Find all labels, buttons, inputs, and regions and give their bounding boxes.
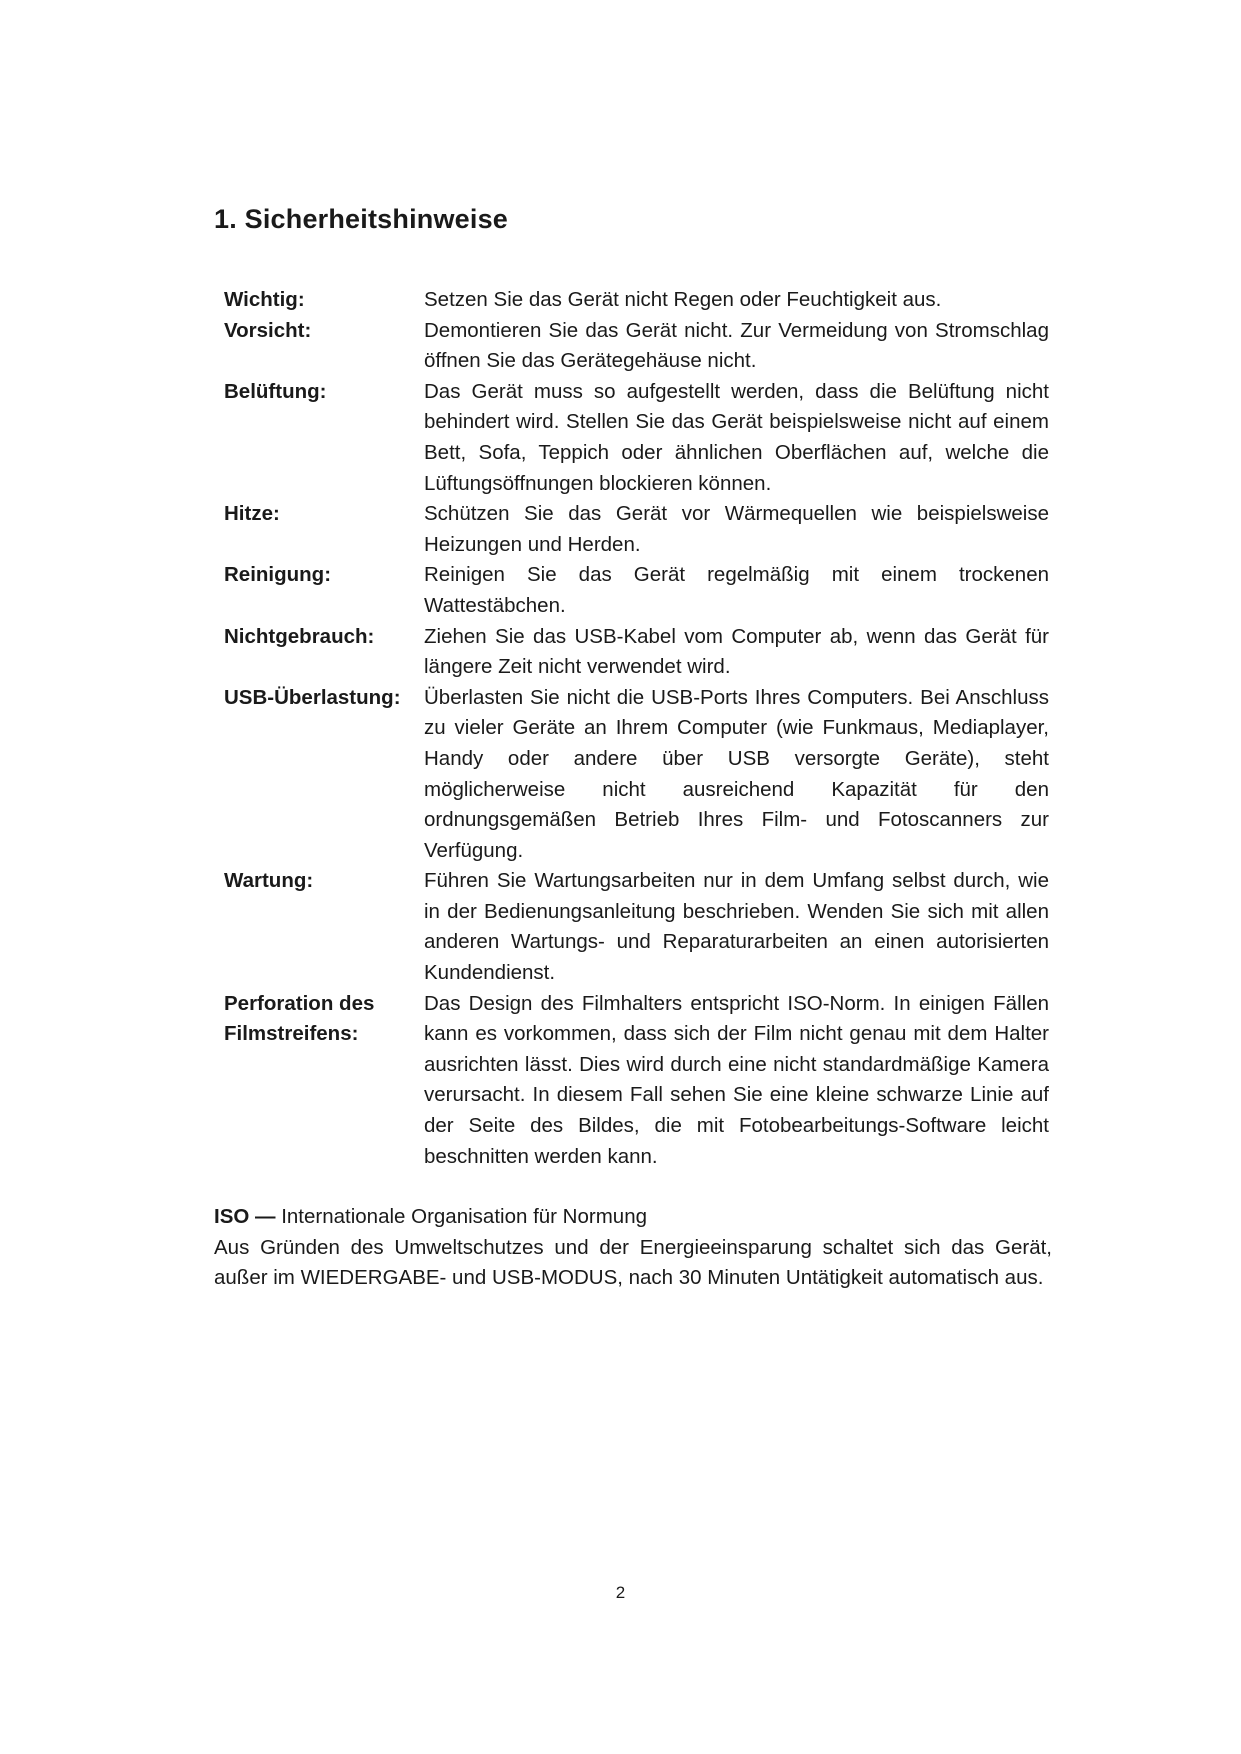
note-text: Führen Sie Wartungsarbeiten nur in dem Umfang selbst durch, wie in der Bedienungsanleitung beschrieben. Wenden Sie sich mit allen anderen Wartungs- und Reparaturarbeiten an einen autorisierten Kundendienst.	[424, 869, 1049, 985]
iso-abbreviation: ISO —	[214, 1205, 276, 1228]
note-label: USB-Überlastung:	[224, 685, 401, 709]
note-text: Demontieren Sie das Gerät nicht. Zur Vermeidung von Stromschlag öffnen Sie das Gerätegehäuse nicht.	[424, 318, 1049, 373]
safety-note	[224, 866, 1054, 988]
safety-note	[224, 377, 1054, 499]
note-label: Belüftung:	[224, 379, 327, 403]
note-text: Das Gerät muss so aufgestellt werden, dass die Belüftung nicht behindert wird. Stellen Sie das Gerät beispielsweise nicht auf einem Bett, Sofa, Teppich oder ähnlichen Oberflächen auf, welche die Lüftungsöffnungen blockieren können.	[424, 379, 1049, 495]
note-text: Reinigen Sie das Gerät regelmäßig mit einem trockenen Wattestäbchen.	[424, 563, 1049, 617]
footer-notes	[214, 1202, 1052, 1294]
note-label: Vorsicht:	[224, 318, 312, 342]
safety-note	[224, 316, 1054, 377]
note-label: Reinigung:	[224, 563, 332, 587]
note-label: Nichtgebrauch:	[224, 624, 375, 648]
note-label: Wichtig:	[224, 288, 305, 311]
safety-note	[224, 285, 1054, 316]
iso-definition-text: Internationale Organisation für Normung	[275, 1205, 647, 1228]
note-text: Schützen Sie das Gerät vor Wärmequellen wie beispielsweise Heizungen und Herden.	[424, 502, 1049, 556]
safety-note	[224, 989, 1054, 1173]
note-label: Wartung:	[224, 869, 314, 893]
page-number: 2	[615, 1583, 626, 1602]
note-label: Perforation des Filmstreifens:	[224, 991, 375, 1046]
section-heading: 1. Sicherheitshinweise	[214, 204, 509, 234]
safety-note	[224, 683, 1054, 867]
safety-notes-list	[224, 285, 1054, 1172]
note-text: Setzen Sie das Gerät nicht Regen oder Feuchtigkeit aus.	[424, 288, 942, 311]
note-text: Das Design des Filmhalters entspricht ISO-Norm. In einigen Fällen kann es vorkommen, dass sich der Film nicht genau mit dem Halter ausrichten lässt. Dies wird durch eine nicht standardmäßige Kamera verursacht. In diesem Fall sehen Sie eine kleine schwarze Linie auf der Seite des Bildes, die mit Fotobearbeitungs-Software leicht beschnitten werden kann.	[424, 991, 1049, 1168]
energy-saving-note: Aus Gründen des Umweltschutzes und der Energieeinsparung schaltet sich das Gerät, außer im WIEDERGABE- und USB-MODUS, nach 30 Minuten Untätigkeit automatisch aus.	[214, 1235, 1052, 1290]
note-text: Überlasten Sie nicht die USB-Ports Ihres Computers. Bei Anschluss zu vieler Geräte an Ihrem Computer (wie Funkmaus, Mediaplayer, Handy oder andere über USB versorgte Geräte), steht möglicherweise nicht ausreichend Kapazität für den ordnungsgemäßen Betrieb Ihres Film- und Fotoscanners zur Verfügung.	[424, 685, 1049, 862]
note-text: Ziehen Sie das USB-Kabel vom Computer ab, wenn das Gerät für längere Zeit nicht verwendet wird.	[424, 624, 1049, 679]
iso-definition	[214, 1202, 1052, 1233]
note-label: Hitze:	[224, 502, 280, 526]
safety-note	[224, 499, 1054, 560]
safety-note	[224, 560, 1054, 621]
safety-note	[224, 622, 1054, 683]
